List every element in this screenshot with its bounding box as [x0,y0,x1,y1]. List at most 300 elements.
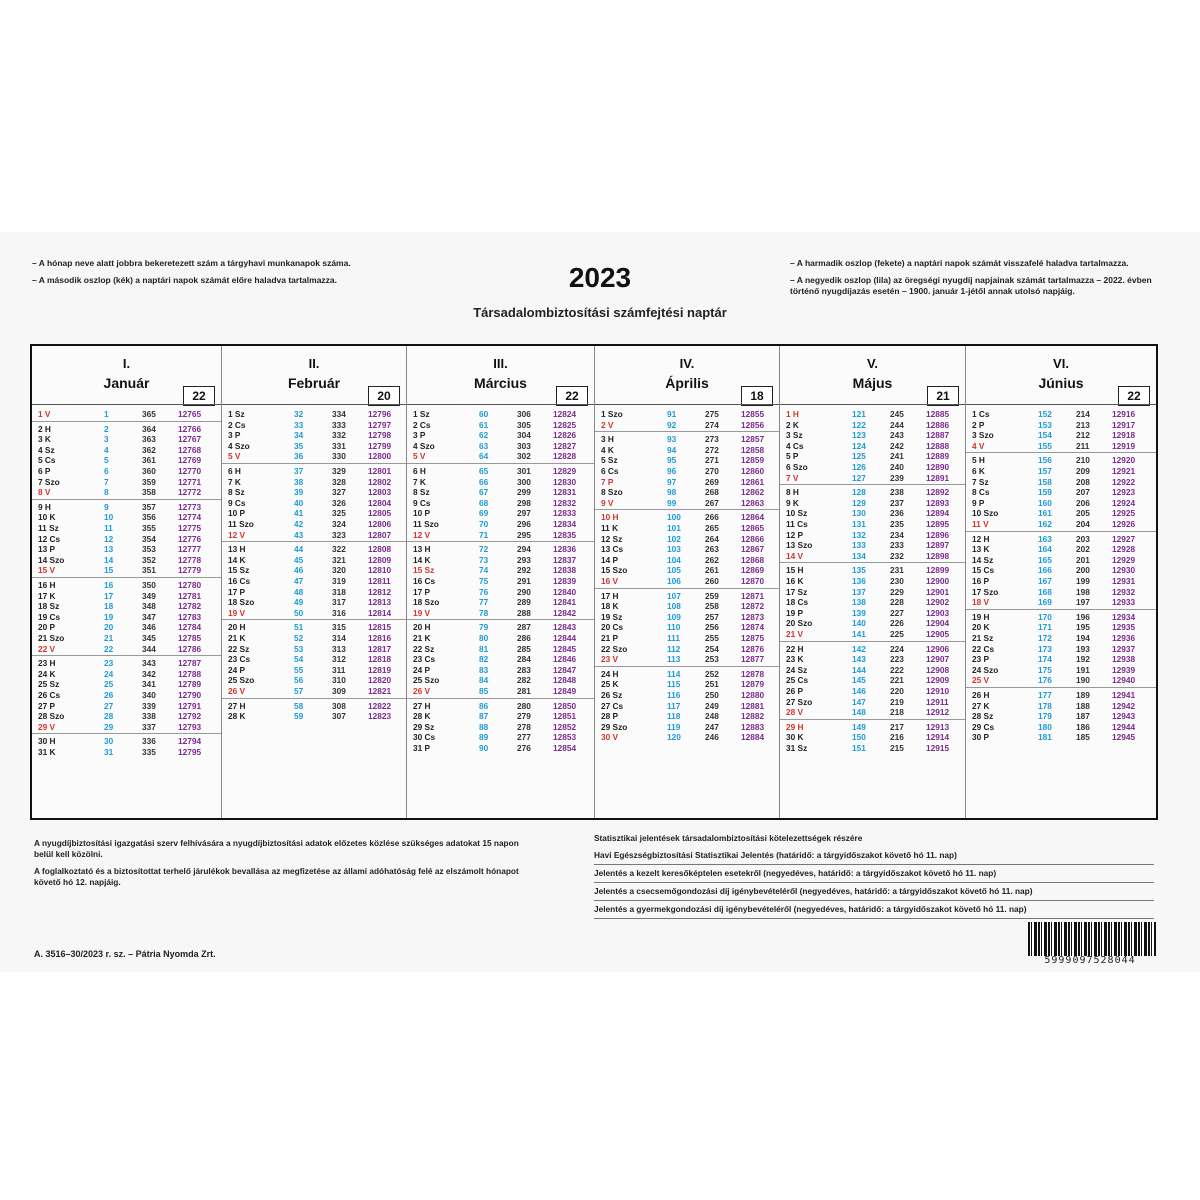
serial-day-number: 12774 [178,512,202,523]
day-of-year: 181 [1038,732,1052,743]
day-label: 24 P [413,664,431,675]
serial-day-number: 12797 [368,419,392,430]
day-row [780,430,965,441]
days-remaining: 337 [142,721,156,732]
day-label: 23 P [972,654,990,665]
day-of-year: 97 [667,476,677,487]
days-remaining: 284 [517,654,531,665]
day-of-year: 142 [852,643,866,654]
day-of-year: 11 [104,523,113,533]
day-row [966,534,1156,545]
days-remaining: 344 [142,643,156,654]
day-row [780,686,965,697]
day-of-year: 108 [667,601,681,612]
day-label: 9 V [601,497,614,508]
serial-day-number: 12900 [926,576,950,586]
day-row [595,654,779,665]
day-label: 12 V [413,529,431,540]
day-row [780,409,965,420]
days-remaining: 287 [517,622,531,633]
serial-day-number: 12792 [178,711,202,722]
day-of-year: 69 [479,508,489,519]
day-label: 13 H [228,544,246,555]
days-remaining: 276 [517,743,531,753]
day-row [780,519,965,530]
days-remaining: 309 [332,686,346,696]
day-of-year: 48 [294,586,304,597]
days-remaining: 340 [142,690,156,700]
day-of-year: 152 [1038,409,1052,419]
day-row [595,523,779,534]
day-label: 18 Cs [786,597,809,608]
day-of-year: 163 [1038,533,1052,544]
day-label: 23 H [38,658,56,669]
serial-day-number: 12911 [926,696,949,707]
serial-day-number: 12789 [178,679,202,690]
day-of-year: 169 [1038,597,1052,608]
week-separator [780,719,965,720]
day-label: 2 Cs [228,419,246,430]
day-of-year: 136 [852,576,866,586]
serial-day-number: 12811 [368,576,391,586]
day-row [32,601,221,612]
month-header-divider [966,404,1156,405]
day-label: 24 K [38,668,56,679]
day-of-year: 154 [1038,430,1052,441]
serial-day-number: 12824 [553,409,577,419]
day-of-year: 145 [852,675,866,686]
days-remaining: 279 [517,711,531,722]
serial-day-number: 12846 [553,654,577,665]
day-row [222,654,406,665]
note-left-1: – A hónap neve alatt jobbra bekeretezett szám a tárgyhavi munkanapok száma. [32,258,351,268]
serial-day-number: 12781 [178,590,202,601]
days-remaining: 291 [517,576,531,586]
day-row [780,707,965,718]
day-of-year: 57 [294,686,304,696]
calendar-subtitle: Társadalombiztosítási számfejtési naptár [473,305,727,320]
week-separator [966,609,1156,610]
day-of-year: 99 [667,497,677,508]
day-of-year: 171 [1038,622,1052,633]
day-label: 6 Cs [601,466,619,476]
month-name: Március [474,375,527,391]
serial-day-number: 12935 [1112,622,1136,633]
week-separator [32,499,221,500]
day-of-year: 95 [667,455,677,466]
day-label: 11 Sz [38,523,59,533]
day-label: 11 Szo [228,519,254,529]
day-row [407,654,594,665]
day-label: 21 Szo [38,633,65,643]
day-label: 14 P [601,554,619,565]
day-row [32,633,221,644]
day-of-year: 15 [104,565,114,576]
day-row [595,455,779,466]
day-row [222,608,406,619]
month-column [32,346,222,818]
day-row [32,455,221,466]
day-of-year: 100 [667,512,681,523]
day-of-year: 18 [104,601,114,612]
month-header-divider [32,404,221,405]
day-of-year: 33 [294,419,304,430]
calendar-grid [30,344,1158,820]
day-row [780,629,965,640]
day-label: 14 Szo [38,554,65,565]
day-label: 1 Sz [413,409,430,419]
days-remaining: 343 [142,658,156,669]
day-label: 28 K [228,711,246,722]
serial-day-number: 12878 [741,668,765,679]
footer-right-line-2: Jelentés a kezelt keresőképtelen esetekről (negyedéves, határidő: a tárgyidőszakot követő hó 11. nap) [594,865,1154,883]
days-remaining: 207 [1076,487,1090,498]
day-row [595,732,779,743]
days-remaining: 271 [705,455,719,466]
day-of-year: 84 [479,675,489,686]
day-label: 18 Sz [38,601,60,612]
serial-day-number: 12847 [553,664,577,675]
day-of-year: 39 [294,487,304,498]
day-of-year: 128 [852,487,866,498]
day-row [595,445,779,456]
days-remaining: 313 [332,643,346,654]
days-remaining: 325 [332,508,346,519]
day-of-year: 134 [852,550,866,561]
day-label: 8 H [786,487,799,498]
serial-day-number: 12931 [1112,576,1136,586]
page-background-top [0,0,1200,232]
serial-day-number: 12866 [741,533,765,544]
week-separator [780,641,965,642]
days-remaining: 345 [142,633,156,643]
serial-day-number: 12819 [368,664,392,675]
day-row [407,576,594,587]
serial-day-number: 12844 [553,633,577,643]
day-of-year: 63 [479,440,489,451]
day-label: 25 K [601,679,619,690]
day-label: 11 Cs [786,519,808,529]
day-row [32,565,221,576]
days-remaining: 349 [142,590,156,601]
day-of-year: 175 [1038,664,1052,675]
days-remaining: 238 [890,487,904,498]
day-of-year: 32 [294,409,304,419]
day-row [407,665,594,676]
day-label: 8 Szo [601,487,623,498]
days-remaining: 226 [890,618,904,629]
day-of-year: 161 [1038,508,1052,519]
day-of-year: 111 [667,633,680,643]
day-row [966,612,1156,623]
day-row [966,420,1156,431]
day-row [222,466,406,477]
day-row [32,445,221,456]
days-remaining: 300 [517,476,531,487]
days-remaining: 294 [517,544,531,555]
week-separator [222,619,406,620]
week-separator [32,733,221,734]
day-row [780,508,965,519]
serial-day-number: 12915 [926,743,950,753]
serial-day-number: 12929 [1112,554,1136,565]
day-of-year: 120 [667,732,681,743]
serial-day-number: 12800 [368,451,392,462]
day-row [32,711,221,722]
month-column [222,346,407,818]
day-row [222,430,406,441]
days-remaining: 362 [142,444,156,455]
day-of-year: 56 [294,675,304,686]
week-separator [222,463,406,464]
days-remaining: 308 [332,700,346,711]
day-of-year: 55 [294,664,304,675]
day-row [780,498,965,509]
day-of-year: 29 [104,721,114,732]
day-of-year: 168 [1038,586,1052,597]
days-remaining: 205 [1076,508,1090,519]
day-row [966,622,1156,633]
days-remaining: 327 [332,487,346,498]
day-label: 15 H [786,565,804,576]
serial-day-number: 12867 [741,544,765,555]
month-number: IV. [679,356,695,371]
day-row [32,477,221,488]
serial-day-number: 12834 [553,519,577,529]
serial-day-number: 12864 [741,512,765,523]
day-of-year: 46 [294,565,304,576]
day-label: 19 Cs [38,611,61,622]
days-remaining: 253 [705,654,719,665]
day-label: 22 Sz [228,643,250,654]
day-row [780,487,965,498]
days-remaining: 282 [517,675,531,686]
days-remaining: 242 [890,440,904,451]
day-of-year: 170 [1038,611,1052,622]
days-remaining: 233 [890,540,904,551]
day-row [595,498,779,509]
serial-day-number: 12796 [368,409,392,419]
day-row [407,597,594,608]
days-remaining: 263 [705,544,719,555]
day-label: 20 K [972,622,990,633]
day-row [780,597,965,608]
serial-day-number: 12836 [553,544,577,555]
serial-day-number: 12886 [926,419,950,430]
day-row [222,519,406,530]
month-column [780,346,966,818]
day-label: 19 H [972,611,990,622]
day-row [780,551,965,562]
days-remaining: 303 [517,440,531,451]
serial-day-number: 12888 [926,440,950,451]
serial-day-number: 12870 [741,576,765,586]
serial-day-number: 12913 [926,721,950,732]
day-of-year: 179 [1038,711,1052,722]
days-remaining: 305 [517,419,531,430]
day-label: 31 Sz [786,743,808,753]
days-remaining: 204 [1076,519,1090,529]
serial-day-number: 12944 [1112,721,1136,732]
serial-day-number: 12821 [368,686,392,696]
day-of-year: 24 [104,668,114,679]
days-remaining: 243 [890,430,904,441]
days-remaining: 274 [705,419,719,430]
serial-day-number: 12845 [553,643,577,654]
days-remaining: 277 [517,732,531,743]
serial-day-number: 12932 [1112,586,1136,597]
days-remaining: 321 [332,554,346,565]
day-label: 3 H [601,434,614,445]
day-row [222,498,406,509]
month-name: Április [665,375,709,391]
day-label: 24 Szo [972,664,999,675]
day-label: 3 K [38,434,51,445]
days-remaining: 191 [1076,664,1090,675]
day-row [222,508,406,519]
days-remaining: 342 [142,668,156,679]
days-remaining: 237 [890,497,904,508]
days-remaining: 185 [1076,732,1090,743]
day-of-year: 131 [852,519,866,529]
serial-day-number: 12831 [553,487,577,498]
week-separator [222,698,406,699]
day-of-year: 67 [479,487,489,498]
day-label: 27 H [228,700,246,711]
day-label: 7 Szo [38,476,60,487]
days-remaining: 188 [1076,700,1090,711]
day-label: 6 H [228,466,241,476]
day-of-year: 25 [104,679,114,690]
serial-day-number: 12804 [368,497,392,508]
day-label: 16 Cs [413,576,436,586]
day-label: 18 V [972,597,990,608]
serial-day-number: 12794 [178,736,202,747]
serial-day-number: 12861 [741,476,765,487]
day-label: 15 Sz [413,565,435,576]
day-label: 20 Cs [601,622,624,633]
day-row [595,409,779,420]
day-of-year: 43 [294,529,304,540]
day-label: 20 P [38,622,56,633]
day-of-year: 12 [104,533,114,544]
serial-day-number: 12768 [178,444,202,455]
day-label: 17 P [413,586,431,597]
days-remaining: 355 [142,523,156,533]
day-row [407,608,594,619]
day-of-year: 80 [479,633,489,643]
day-label: 5 H [972,455,985,466]
day-label: 10 Sz [786,508,808,519]
days-remaining: 239 [890,472,904,483]
day-of-year: 156 [1038,455,1052,466]
day-of-year: 147 [852,696,866,707]
workdays-count: 18 [741,386,773,406]
week-separator [966,452,1156,453]
day-of-year: 41 [294,508,304,519]
day-of-year: 158 [1038,476,1052,487]
serial-day-number: 12838 [553,565,577,576]
day-label: 29 Cs [972,721,995,732]
day-label: 4 Sz [38,444,55,455]
day-of-year: 178 [1038,700,1052,711]
day-label: 21 V [786,629,804,639]
day-row [966,409,1156,420]
day-row [966,544,1156,555]
days-remaining: 301 [517,466,531,476]
days-remaining: 257 [705,611,719,622]
day-of-year: 79 [479,622,489,633]
days-remaining: 316 [332,607,346,618]
serial-day-number: 12808 [368,544,392,555]
day-of-year: 106 [667,576,681,586]
day-row [966,565,1156,576]
day-of-year: 103 [667,544,681,555]
serial-day-number: 12806 [368,519,392,529]
day-label: 10 K [38,512,56,523]
day-label: 30 K [786,732,804,743]
serial-day-number: 12766 [178,423,202,434]
day-of-year: 83 [479,664,489,675]
day-row [32,669,221,680]
day-row [407,555,594,566]
week-separator [595,666,779,667]
serial-day-number: 12833 [553,508,577,519]
serial-day-number: 12879 [741,679,765,690]
day-row [595,711,779,722]
days-remaining: 264 [705,533,719,544]
serial-day-number: 12784 [178,622,202,633]
serial-day-number: 12919 [1112,440,1136,451]
day-of-year: 138 [852,597,866,608]
week-separator [222,541,406,542]
day-of-year: 37 [294,466,304,476]
footer-right-line-3: Jelentés a csecsemőgondozási díj igénybevételéről (negyedéves, határidő: a tárgyidőszakot követő hó 11. nap) [594,883,1154,901]
day-row [966,477,1156,488]
serial-day-number: 12780 [178,580,202,590]
day-of-year: 9 [104,501,109,512]
day-of-year: 140 [852,618,866,629]
day-row [407,686,594,697]
month-name: Január [103,375,150,391]
month-header-divider [780,404,965,405]
day-of-year: 61 [479,419,489,430]
day-of-year: 133 [852,540,866,551]
day-row [32,690,221,701]
serial-day-number: 12885 [926,409,950,419]
day-of-year: 31 [104,747,114,757]
day-row [595,679,779,690]
days-remaining: 314 [332,633,346,643]
day-label: 16 K [786,576,804,586]
day-row [966,722,1156,733]
day-of-year: 70 [479,519,489,529]
day-label: 7 K [228,476,241,487]
week-separator [595,509,779,510]
day-of-year: 121 [852,409,866,419]
day-row [222,477,406,488]
serial-day-number: 12786 [178,643,202,654]
serial-day-number: 12897 [926,540,950,551]
day-row [780,451,965,462]
day-label: 27 Szo [786,696,813,707]
day-label: 29 Sz [413,721,435,732]
days-remaining: 361 [142,455,156,466]
day-of-year: 65 [479,466,489,476]
month-column [966,346,1156,818]
day-label: 28 P [601,711,619,722]
day-label: 15 Szo [601,565,628,576]
